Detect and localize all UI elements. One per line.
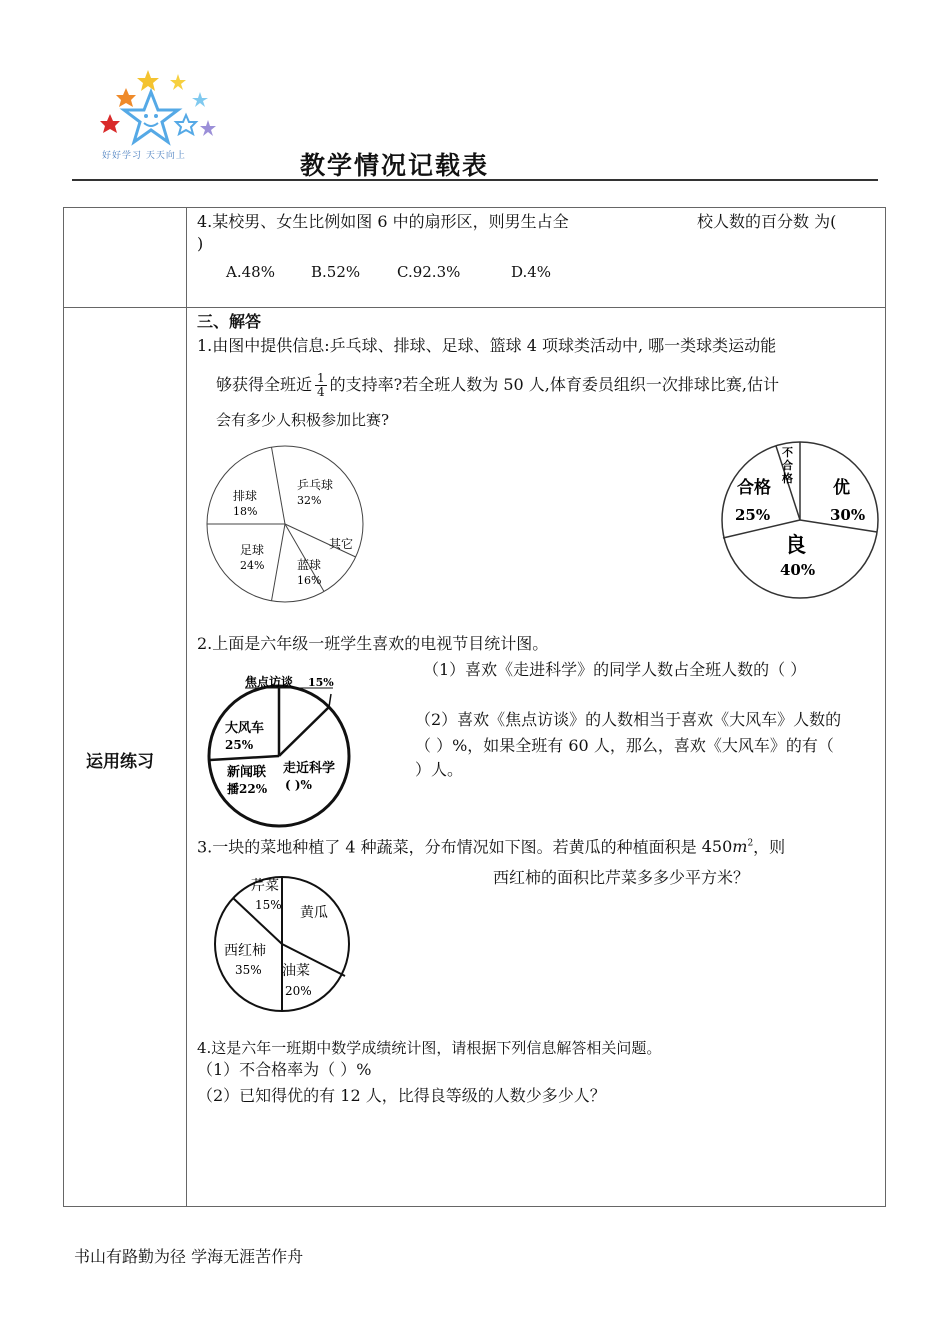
sports-value-basketball: 16% — [297, 574, 322, 587]
veg-value-rape: 20% — [285, 984, 312, 998]
grades-value-pass: 25% — [735, 506, 771, 524]
mc-option-a: A.48% — [226, 263, 275, 281]
tv-value-windmill: 25% — [225, 738, 254, 752]
mc-option-d: D.4% — [511, 263, 552, 281]
q4-sub1: （1）不合格率为（ ）% — [197, 1060, 372, 1079]
vegetables-pie-chart — [213, 866, 353, 1014]
tv-label-news-2: 播22% — [227, 782, 268, 796]
grades-label-good: 良 — [785, 532, 806, 557]
q3-line2: 西红柿的面积比芹菜多多少平方米？ — [493, 868, 750, 887]
grades-value-excellent: 30% — [830, 506, 866, 524]
q4-sub2: （2）已知得优的有 12 人，比得良等级的人数少多少人？ — [197, 1086, 606, 1105]
grades-label-fail-3: 格 — [782, 472, 793, 485]
tv-label-science: 走近科学 — [283, 761, 336, 776]
sports-pie-chart — [205, 445, 365, 605]
veg-value-celery: 15% — [255, 898, 282, 912]
logo-slogan: 好好学习 天天向上 — [102, 151, 186, 161]
table-column-divider — [186, 207, 187, 1207]
q3-line1-b: ，则 — [753, 837, 786, 857]
title-divider — [72, 179, 878, 181]
tv-label-focus: 焦点访谈 — [245, 675, 294, 689]
mc-option-c: C.92.3% — [397, 263, 461, 281]
q1-line1: 1.由图中提供信息:乒乓球、排球、足球、篮球 4 项球类活动中, 哪一类球类运动能 — [197, 336, 777, 355]
grades-label-fail-2: 合 — [782, 459, 793, 472]
grades-value-good: 40% — [780, 561, 816, 579]
tv-value-science: ( )% — [285, 778, 312, 792]
sports-value-pingpong: 32% — [297, 494, 322, 507]
mc-stem-part1: 4.某校男、女生比例如图 6 中的扇形区，则男生占全 — [197, 212, 569, 231]
veg-value-tomato: 35% — [235, 963, 262, 977]
fraction-denominator: 4 — [317, 385, 325, 399]
tv-value-focus: 15% — [308, 676, 334, 689]
grades-pie-chart — [713, 440, 888, 600]
sports-value-volleyball: 18% — [233, 505, 258, 518]
q2-sub1: （1）喜欢《走进科学》的同学人数占全班人数的（ ） — [423, 660, 807, 679]
veg-label-cucumber: 黄瓜 — [300, 905, 328, 921]
q3-line1-a: 3.一块的菜地种植了 4 种蔬菜，分布情况如下图。若黄瓜的种植面积是 — [197, 837, 697, 857]
tv-programs-pie-chart — [205, 672, 357, 830]
fraction-one-quarter — [315, 372, 327, 399]
fraction-numerator: 1 — [317, 371, 325, 385]
q3-line1 — [197, 834, 785, 857]
mc-stem-part2: 校人数的百分数 为( — [697, 212, 837, 231]
q1-line2-a: 够获得全班近 — [216, 375, 313, 394]
grades-label-pass: 合格 — [737, 478, 771, 498]
q1-line3: 会有多少人积极参加比赛? — [216, 411, 390, 429]
answer-heading: 三、解答 — [197, 312, 262, 331]
veg-label-celery: 芹菜 — [251, 878, 279, 894]
sports-label-volleyball: 排球 — [233, 489, 258, 503]
tv-label-news-1: 新闻联 — [227, 765, 267, 780]
sports-label-football: 足球 — [240, 543, 265, 557]
q2-sub2a: （2）喜欢《焦点访谈》的人数相当于喜欢《大风车》人数的 — [415, 710, 842, 729]
footer-motto: 书山有路勤为径 学海无涯苦作舟 — [74, 1247, 304, 1266]
tv-label-windmill: 大风车 — [225, 721, 265, 736]
veg-label-rape: 油菜 — [282, 963, 310, 979]
mc-option-b: B.52% — [311, 263, 361, 281]
q2-sub2b: （ ）%，如果全班有 60 人，那么，喜欢《大风车》的有（ — [415, 736, 834, 755]
q3-area-unit: m — [732, 837, 748, 857]
table-row-divider — [63, 307, 886, 308]
section-label: 运用练习 — [86, 752, 154, 772]
q4-line1: 4.这是六年一班期中数学成绩统计图，请根据下列信息解答相关问题。 — [197, 1039, 662, 1057]
veg-label-tomato: 西红柿 — [224, 943, 266, 959]
sports-label-pingpong: 乒乓球 — [297, 478, 334, 492]
q3-area — [702, 837, 753, 856]
page-title: 教学情况记载表 — [300, 151, 490, 180]
grades-label-excellent: 优 — [833, 478, 850, 498]
q3-area-exponent: 2 — [747, 839, 754, 849]
sports-label-other: 其它 — [329, 537, 354, 551]
q2-sub2c: ）人。 — [415, 760, 464, 779]
q3-area-value: 450 — [701, 837, 733, 857]
q1-line2-b: 的支持率?若全班人数为 50 人,体育委员组织一次排球比赛,估计 — [329, 375, 779, 394]
mc-stem-part3: ) — [197, 234, 204, 253]
q1-line2 — [216, 372, 779, 399]
sports-value-football: 24% — [240, 559, 265, 572]
sports-label-basketball: 蓝球 — [297, 558, 322, 572]
grades-label-fail-1: 不 — [782, 446, 793, 459]
q2-line1: 2.上面是六年级一班学生喜欢的电视节目统计图。 — [197, 634, 549, 653]
